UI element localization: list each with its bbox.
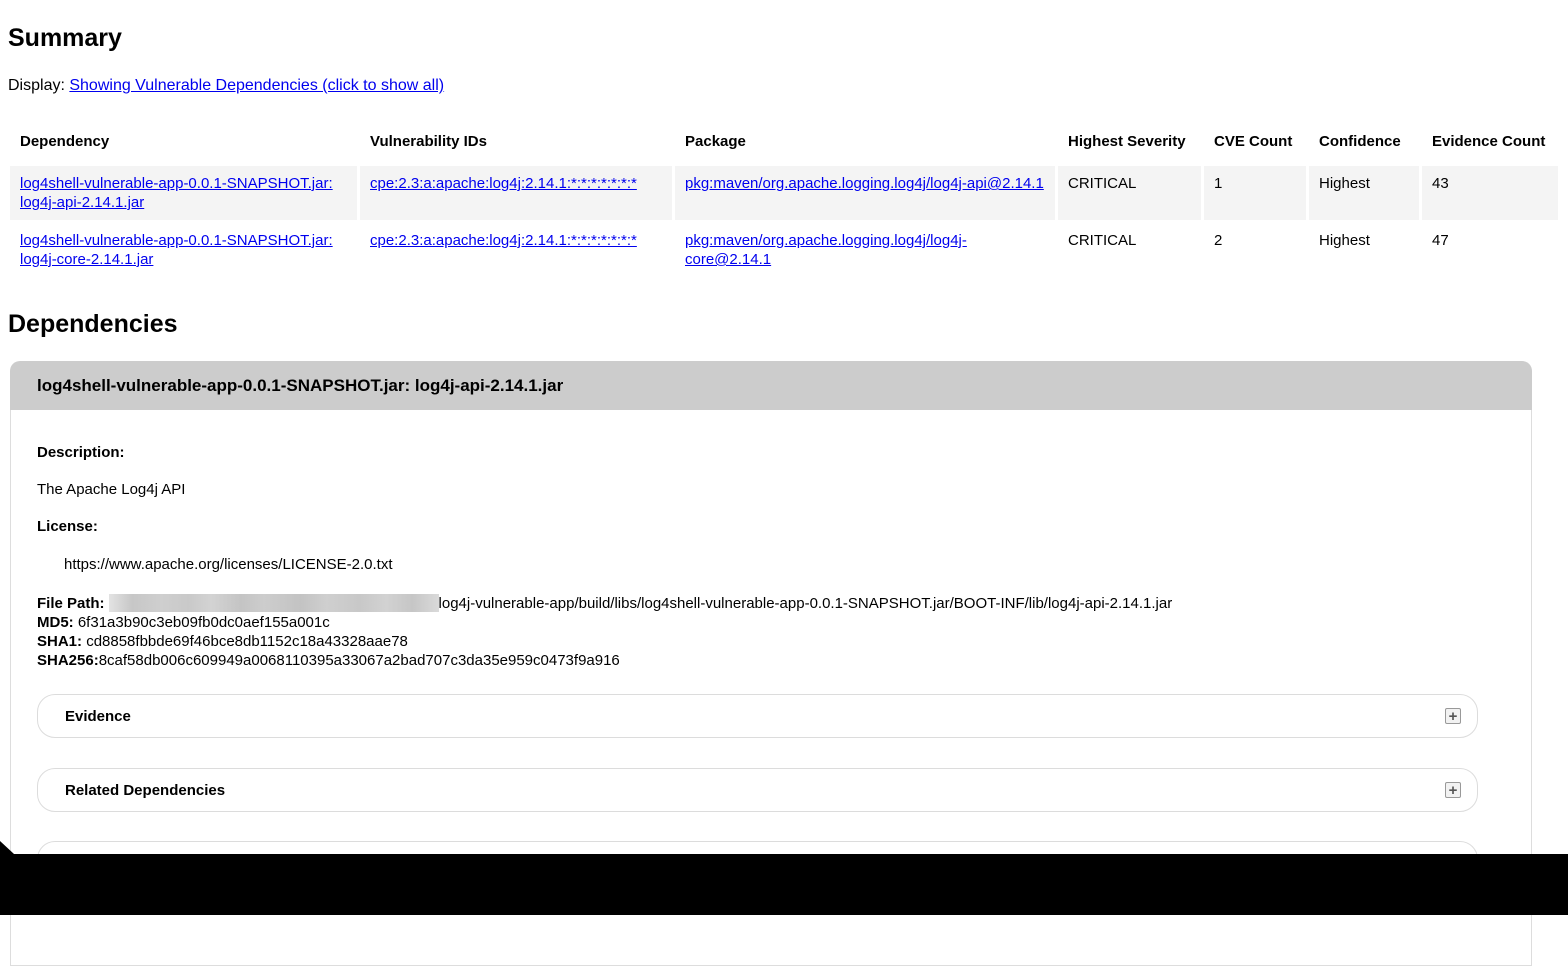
confidence-cell: Highest <box>1309 166 1419 220</box>
file-details-block <box>37 594 1505 670</box>
dependencies-heading: Dependencies <box>8 310 178 338</box>
vulnerability-id-link[interactable]: cpe:2.3:a:apache:log4j:2.14.1:*:*:*:*:*:*:* <box>370 175 637 192</box>
col-header-vulnerability-ids: Vulnerability IDs <box>370 133 487 150</box>
table-row <box>10 223 1558 277</box>
summary-table <box>7 108 1561 280</box>
vulnerability-ids-cell <box>360 166 672 220</box>
file-path-label: File Path: <box>37 595 105 612</box>
highest-severity-cell: CRITICAL <box>1068 232 1137 249</box>
col-header-package: Package <box>685 133 746 150</box>
sha1-line <box>37 632 1505 651</box>
related-dependencies-section-label: Related Dependencies <box>65 781 226 799</box>
dependency-cell <box>10 166 357 220</box>
summary-heading: Summary <box>8 24 122 52</box>
evidence-section-toggle[interactable] <box>37 694 1478 738</box>
md5-value: 6f31a3b90c3eb09fb0dc0aef155a001c <box>77 614 330 631</box>
col-header-evidence-count: Evidence Count <box>1432 133 1546 150</box>
display-label: Display: <box>8 77 65 94</box>
description-value: The Apache Log4j API <box>37 481 186 498</box>
sha1-value: cd8858fbbde69f46bce8db1152c18a43328aae78 <box>86 633 408 650</box>
col-header-confidence: Confidence <box>1319 133 1401 150</box>
sha256-value: 8caf58db006c609949a0068110395a33067a2bad707c3da35e959c0473f9a916 <box>98 652 620 669</box>
license-value: https://www.apache.org/licenses/LICENSE-2.0.txt <box>64 556 393 573</box>
col-header-highest-severity: Highest Severity <box>1068 133 1186 150</box>
dependency-panel-header[interactable] <box>10 361 1532 410</box>
redacted-path-segment <box>109 594 439 612</box>
evidence-count-cell: 43 <box>1422 166 1558 220</box>
display-line <box>8 77 1568 95</box>
expand-plus-icon[interactable]: + <box>1445 708 1461 724</box>
cve-count-cell: 1 <box>1204 166 1306 220</box>
md5-line <box>37 613 1505 632</box>
related-dependencies-section-toggle[interactable] <box>37 768 1478 812</box>
package-link[interactable]: pkg:maven/org.apache.logging.log4j/log4j-api@2.14.1 <box>685 175 1044 192</box>
dependency-panel-title: log4shell-vulnerable-app-0.0.1-SNAPSHOT.jar: log4j-api-2.14.1.jar <box>37 375 564 395</box>
dependency-cell <box>10 223 357 277</box>
dependency-link[interactable]: log4shell-vulnerable-app-0.0.1-SNAPSHOT.jar: log4j-api-2.14.1.jar <box>20 175 333 211</box>
package-cell <box>675 223 1055 277</box>
evidence-count-cell: 47 <box>1432 232 1449 249</box>
expand-plus-icon[interactable]: + <box>1445 782 1461 798</box>
license-label: License: <box>37 518 98 535</box>
package-link[interactable]: pkg:maven/org.apache.logging.log4j/log4j-core@2.14.1 <box>685 232 967 268</box>
description-label: Description: <box>37 444 125 461</box>
summary-table-header-row <box>10 111 1558 163</box>
bottom-black-bar <box>0 854 1568 915</box>
md5-label: MD5: <box>37 614 74 631</box>
file-path-line <box>37 594 1505 613</box>
highest-severity-cell: CRITICAL <box>1058 166 1201 220</box>
confidence-cell: Highest <box>1319 232 1370 249</box>
col-header-cve-count: CVE Count <box>1214 133 1293 150</box>
sha256-line <box>37 651 1505 670</box>
table-row <box>10 166 1558 220</box>
col-header-dependency: Dependency <box>20 133 110 150</box>
package-cell <box>675 166 1055 220</box>
cve-count-cell: 2 <box>1214 232 1223 249</box>
evidence-section-label: Evidence <box>65 707 131 725</box>
vulnerability-id-link[interactable]: cpe:2.3:a:apache:log4j:2.14.1:*:*:*:*:*:*:* <box>370 232 637 249</box>
dependency-link[interactable]: log4shell-vulnerable-app-0.0.1-SNAPSHOT.jar: log4j-core-2.14.1.jar <box>20 232 333 268</box>
sha256-label: SHA256: <box>37 652 99 669</box>
show-all-dependencies-link[interactable]: Showing Vulnerable Dependencies (click to show all) <box>69 77 445 94</box>
file-path-value: log4j-vulnerable-app/build/libs/log4shell-vulnerable-app-0.0.1-SNAPSHOT.jar/BOOT-INF/lib/log4j-api-2.14.1.jar <box>438 595 1173 612</box>
sha1-label: SHA1: <box>37 633 83 650</box>
vulnerability-ids-cell <box>360 223 672 277</box>
